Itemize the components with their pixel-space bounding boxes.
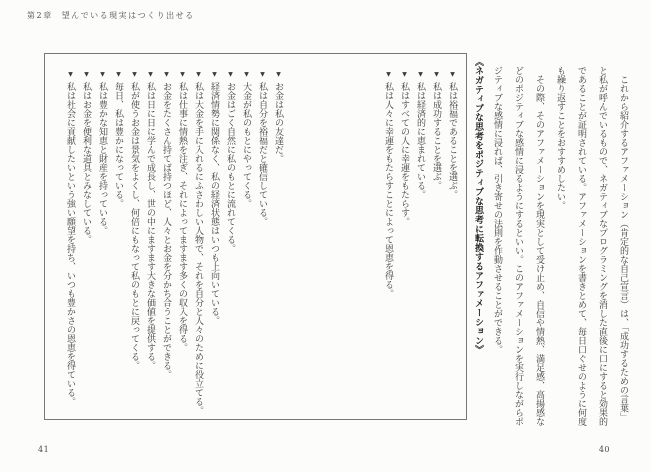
affirmation-text: 私は大金を手に入れるにふさわしい人物で、それを自分と人々のために役立てる。: [193, 82, 203, 415]
affirmation-text: 私は人々に幸運をもたらすことによって恩恵を得る。: [383, 82, 393, 298]
affirmation-item: [158, 71, 174, 413]
affirmation-item: [380, 71, 396, 413]
affirmation-list-left-page: [55, 71, 286, 413]
triangle-marker: ▼: [259, 71, 266, 78]
triangle-marker: ▼: [179, 71, 186, 78]
affirmation-text: 毎日、私は豊かになっている。: [113, 82, 123, 208]
section-headline: 《ネガティブな思考をポジティブな思考に転換するアファメーション》: [473, 57, 483, 355]
affirmation-item: [222, 71, 238, 413]
affirmation-item: [238, 71, 254, 413]
affirmation-text: 私が使うお金は景気をよくし、何倍にもなって私のもとに戻ってくる。: [129, 82, 139, 370]
page-number-right: 40: [598, 445, 610, 454]
triangle-marker: ▼: [401, 71, 408, 78]
affirmation-item: [110, 71, 126, 413]
affirmation-text: 私は経済的に恵まれている。: [415, 82, 425, 199]
affirmation-item: [62, 71, 78, 413]
triangle-marker: ▼: [211, 71, 218, 78]
chapter-number: 第2章: [27, 11, 53, 20]
affirmation-box: [44, 53, 467, 420]
triangle-marker: ▼: [243, 71, 250, 78]
affirmation-text: お金はごく自然に私のもとに流れてくる。: [225, 82, 235, 253]
affirmation-list-right-page: [378, 71, 460, 413]
triangle-marker: ▼: [163, 71, 170, 78]
affirmation-text: 私は自分を裕福だと確信している。: [257, 82, 267, 226]
triangle-marker: ▼: [67, 71, 74, 78]
affirmation-text: 私はすべての人に幸運をもたらす。: [399, 82, 409, 226]
triangle-marker: ▼: [275, 71, 282, 78]
affirmation-text: 大金が私のもとにやってくる。: [241, 82, 251, 208]
affirmation-item: [396, 71, 412, 413]
affirmation-item: [94, 71, 110, 413]
affirmation-text: 私は裕福であることを選ぶ。: [447, 82, 457, 199]
intro-paragraph: その際、そのアファメーションを現実として受け止め、自信や情熱、満足感、高揚感などのポジティブな感情に浸るようにするといい。このアファメーションを実行しながらポジティブな感情に浸れば、引き寄せの法則を作動させることができる。: [492, 66, 544, 426]
triangle-marker: ▼: [99, 71, 106, 78]
affirmation-text: 私はお金を便利な道具とみなしている。: [81, 82, 91, 244]
affirmation-text: お金は私の友達だ。: [273, 82, 283, 163]
triangle-marker: ▼: [195, 71, 202, 78]
triangle-marker: ▼: [449, 71, 456, 78]
triangle-marker: ▼: [417, 71, 424, 78]
triangle-marker: ▼: [147, 71, 154, 78]
affirmation-text: 経済情勢に関係なく、私の経済状態はいつも上向いている。: [209, 82, 219, 325]
affirmation-text: 私は日に日に学んで成長し、世の中にますます大きな価値を提供する。: [145, 82, 155, 370]
affirmation-text: お金をたくさん持てば持つほど、人々とお金を分かち合うことができる。: [161, 82, 171, 379]
affirmation-item: [206, 71, 222, 413]
intro-paragraph: これから紹介するアファメーション（肯定的な自己宣言）は、「成功するための言葉」と私が呼んでいるもので、ネガティブなプログラミングを消した直後に口にすると効果的であることが証明されている。アファメーションを書きとめて、毎日口ぐせのように何度も繰り返すことをおすすめしたい。: [555, 66, 628, 426]
affirmation-text: 私は豊かな知恵と財産を持っている。: [97, 82, 107, 235]
triangle-marker: ▼: [385, 71, 392, 78]
affirmation-text: 私は仕事に情熱を注ぎ、それによってますます多くの収入を得る。: [177, 82, 187, 352]
affirmation-item: [428, 71, 444, 413]
triangle-marker: ▼: [227, 71, 234, 78]
affirmation-text: 私は成功することを選ぶ。: [431, 82, 441, 190]
affirmation-item: [444, 71, 460, 413]
page-number-left: 41: [38, 445, 50, 454]
affirmation-item: [254, 71, 270, 413]
triangle-marker: ▼: [83, 71, 90, 78]
triangle-marker: ▼: [115, 71, 122, 78]
affirmation-item: [270, 71, 286, 413]
affirmation-item: [174, 71, 190, 413]
chapter-title: 望んでいる現実はつくり出せる: [61, 11, 195, 20]
intro-text: [483, 66, 633, 426]
affirmation-item: [142, 71, 158, 413]
affirmation-item: [412, 71, 428, 413]
affirmation-text: 私は社会に貢献したいという強い願望を持ち、いつも豊かさの恩恵を得ている。: [65, 82, 75, 406]
affirmation-item: [126, 71, 142, 413]
triangle-marker: ▼: [131, 71, 138, 78]
affirmation-item: [78, 71, 94, 413]
triangle-marker: ▼: [433, 71, 440, 78]
affirmation-item: [190, 71, 206, 413]
running-header: [27, 10, 195, 21]
